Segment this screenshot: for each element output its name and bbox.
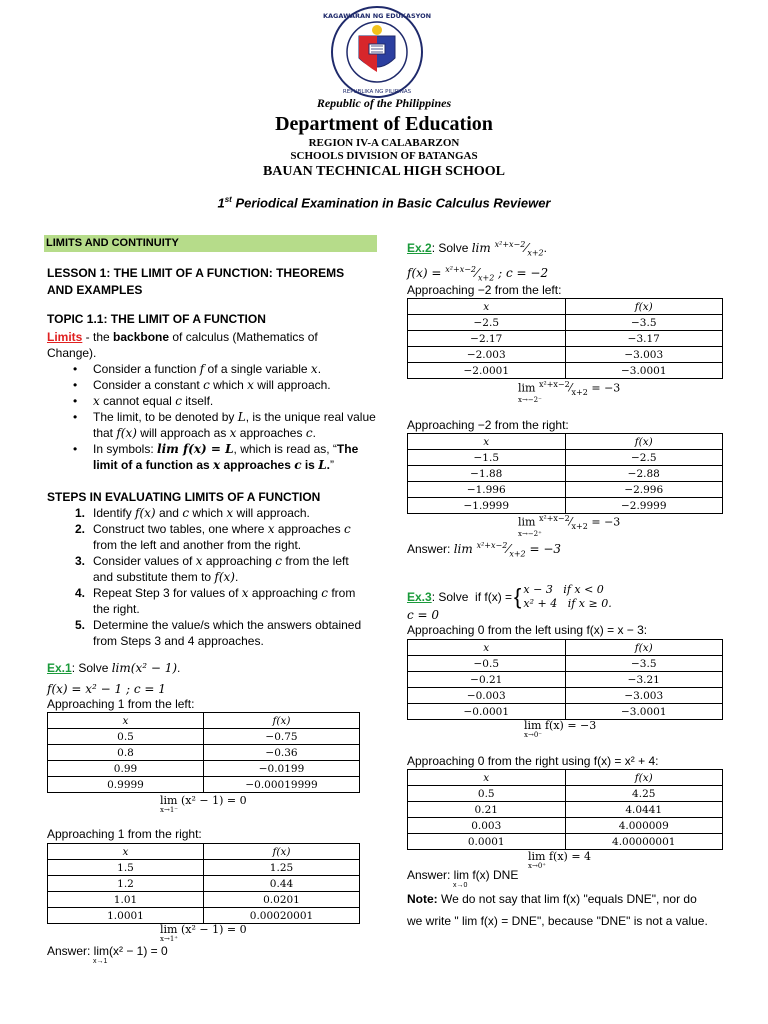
table-cell: 0.44 <box>204 876 360 892</box>
table-cell: −0.003 <box>408 688 566 704</box>
steps-list <box>47 505 367 649</box>
table-cell: 0.5 <box>48 729 204 745</box>
table-cell: −0.75 <box>204 729 360 745</box>
table-cell: 4.000009 <box>565 818 723 834</box>
ex1-left-result: lim (x² − 1) = 0 x→1⁻ <box>160 794 247 814</box>
bullet-item: • Consider a constant c which x will approach. <box>47 377 377 393</box>
table-cell: 0.99 <box>48 761 204 777</box>
table-cell: 4.0441 <box>565 802 723 818</box>
table-cell: −1.9999 <box>408 498 566 514</box>
ex1-right-caption: Approaching 1 from the right: <box>47 827 202 841</box>
table-row <box>48 908 360 924</box>
ex1-heading: Ex.1: Solve lim(x² − 1). <box>47 661 181 675</box>
table-row <box>408 704 723 720</box>
table-cell: 1.25 <box>204 860 360 876</box>
ex3-left-table: x f(x) −0.5 −3.5 −0.21 −3.21 −0.003 −3.003 −0.0001 −3.0001 <box>407 639 723 720</box>
table-row <box>48 761 360 777</box>
table-cell: −3.0001 <box>565 704 723 720</box>
table-row <box>48 860 360 876</box>
limits-definition: Limits - the backbone of calculus (Mathematics of Change). <box>47 330 318 360</box>
table-cell: 0.003 <box>408 818 566 834</box>
table-row <box>408 482 723 498</box>
table-cell: 0.21 <box>408 802 566 818</box>
lesson-heading: LESSON 1: THE LIMIT OF A FUNCTION: THEOREMS AND EXAMPLES <box>47 266 345 297</box>
table-cell: −0.36 <box>204 745 360 761</box>
table-row <box>408 466 723 482</box>
table-cell: 0.0201 <box>204 892 360 908</box>
ex2-left-table: x f(x) −2.5 −3.5 −2.17 −3.17 −2.003 −3.003 −2.0001 −3.0001 <box>407 298 723 379</box>
table-cell: −2.5 <box>565 450 723 466</box>
ex2-right-caption: Approaching −2 from the right: <box>407 418 569 432</box>
svg-text:KAGAWARAN NG EDUKASYON: KAGAWARAN NG EDUKASYON <box>322 12 432 20</box>
ex1-left-table: x f(x) 0.5 −0.75 0.8 −0.36 0.99 −0.0199 0.9999 −0.00019999 <box>47 712 360 793</box>
table-row <box>408 834 723 850</box>
table-cell: 0.9999 <box>48 777 204 793</box>
table-row <box>48 777 360 793</box>
table-cell: −2.17 <box>408 331 566 347</box>
page-title: 1st Periodical Examination in Basic Calculus Reviewer <box>217 195 551 211</box>
table-cell: −0.0001 <box>408 704 566 720</box>
ex2-right-result: $\lim ^{x^2+x-2}⁄_{x+2} = -3$ x→−2⁺ <box>518 514 621 538</box>
table-cell: −2.88 <box>565 466 723 482</box>
ex1-right-result: lim (x² − 1) = 0 x→1⁺ <box>160 923 247 943</box>
division-line: SCHOOLS DIVISION OF BATANGAS <box>290 150 478 162</box>
ex2-left-result: $\lim ^{x^2+x-2}⁄_{x+2} = -3$ x→−2⁻ <box>518 380 621 404</box>
table-row <box>408 656 723 672</box>
table-cell: −1.996 <box>408 482 566 498</box>
bullet-item: • In symbols: lim f(x) = L, which is read as, “The limit of a function as x approaches c is L.” <box>47 441 377 473</box>
bullet-item: • The limit, to be denoted by L, is the unique real value that f(x) will approach as x approaches c. <box>47 409 377 441</box>
ex3-c: c = 0 <box>407 608 440 622</box>
ex3-heading: Ex.3 : Solve if f(x) = { x − 3 if x < 0 x² + 4 if x ≥ 0. <box>407 583 612 610</box>
table-row <box>408 331 723 347</box>
table-row <box>408 363 723 379</box>
deped-seal <box>322 6 432 98</box>
table-cell: −2.9999 <box>565 498 723 514</box>
table-cell: −1.88 <box>408 466 566 482</box>
limits-word: Limits <box>47 330 83 344</box>
ex3-answer: Answer: lim f(x) DNE x→0 <box>407 868 519 889</box>
table-cell: −0.00019999 <box>204 777 360 793</box>
table-cell: −2.003 <box>408 347 566 363</box>
department-line: Department of Education <box>275 113 493 135</box>
table-row <box>48 745 360 761</box>
bullet-item: • x cannot equal c itself. <box>47 393 377 409</box>
table-cell: −0.21 <box>408 672 566 688</box>
table-cell: −3.003 <box>565 688 723 704</box>
table-cell: −3.0001 <box>565 363 723 379</box>
table-row <box>408 450 723 466</box>
table-row <box>408 818 723 834</box>
ex3-left-caption: Approaching 0 from the left using f(x) = x − 3: <box>407 623 648 637</box>
table-cell: −3.5 <box>565 315 723 331</box>
table-cell: 0.8 <box>48 745 204 761</box>
step-item: 4. Repeat Step 3 for values of x approaching c from the right. <box>75 586 356 616</box>
table-cell: 1.01 <box>48 892 204 908</box>
step-item: 2. Construct two tables, one where x approaches c from the left and another from the right. <box>75 522 351 552</box>
table-cell: −3.003 <box>565 347 723 363</box>
ex1-setup: f(x) = x² − 1 ; c = 1 <box>47 682 166 696</box>
steps-heading: STEPS IN EVALUATING LIMITS OF A FUNCTION <box>47 490 321 504</box>
ex2-setup: $f(x) = ^{x^2+x-2}⁄_{x+2}$ ; c = −2 <box>407 265 549 283</box>
table-cell: −0.5 <box>408 656 566 672</box>
step-item: 1. Identify f(x) and c which x will approach. <box>75 506 310 520</box>
limits-bullets <box>47 361 377 473</box>
ex1-left-caption: Approaching 1 from the left: <box>47 697 195 711</box>
table-cell: 4.00000001 <box>565 834 723 850</box>
table-row <box>408 672 723 688</box>
ex3-right-table: x f(x) 0.5 4.25 0.21 4.0441 0.003 4.000009 0.0001 4.00000001 <box>407 769 723 850</box>
table-cell: −1.5 <box>408 450 566 466</box>
table-cell: 0.0001 <box>408 834 566 850</box>
table-cell: 1.0001 <box>48 908 204 924</box>
table-row <box>408 688 723 704</box>
bullet-item: • Consider a function f of a single variable x. <box>47 361 377 377</box>
table-row <box>408 347 723 363</box>
ex3-right-caption: Approaching 0 from the right using f(x) = x² + 4: <box>407 754 659 768</box>
table-cell: −2.0001 <box>408 363 566 379</box>
table-cell: 4.25 <box>565 786 723 802</box>
note-text: Note: We do not say that lim f(x) "equals DNE", nor do we write " lim f(x) = DNE", because "DNE" is not a value. <box>407 892 708 928</box>
table-row <box>408 315 723 331</box>
topic-heading: TOPIC 1.1: THE LIMIT OF A FUNCTION <box>47 312 266 326</box>
section-heading: LIMITS AND CONTINUITY <box>44 235 377 252</box>
table-row <box>48 729 360 745</box>
table-row <box>48 876 360 892</box>
ex2-answer: Answer: $\lim ^{x^2+x-2}⁄_{x+2} = -3$ <box>407 541 562 559</box>
region-line: REGION IV-A CALABARZON <box>308 137 460 149</box>
ex3-left-result: lim f(x) = −3 x→0⁻ <box>524 719 597 739</box>
table-cell: −3.17 <box>565 331 723 347</box>
step-item: 3. Consider values of x approaching c from the left and substitute them to f(x). <box>75 554 349 584</box>
ex3-right-result: lim f(x) = 4 x→0⁺ <box>528 850 592 870</box>
table-row <box>408 498 723 514</box>
republic-line: Republic of the Philippines <box>316 96 452 110</box>
svg-text:REPUBLIKA NG PILIPINAS: REPUBLIKA NG PILIPINAS <box>342 89 412 95</box>
ex1-answer: Answer: lim(x² − 1) = 0 x→1 <box>47 944 168 965</box>
school-name: BAUAN TECHNICAL HIGH SCHOOL <box>262 164 506 179</box>
ex2-right-table: x f(x) −1.5 −2.5 −1.88 −2.88 −1.996 −2.996 −1.9999 −2.9999 <box>407 433 723 514</box>
ex1-right-table: x f(x) 1.5 1.25 1.2 0.44 1.01 0.0201 1.0001 0.00020001 <box>47 843 360 924</box>
ex2-left-caption: Approaching −2 from the left: <box>407 283 562 297</box>
table-cell: 1.5 <box>48 860 204 876</box>
table-cell: 1.2 <box>48 876 204 892</box>
table-cell: −2.996 <box>565 482 723 498</box>
table-row <box>48 892 360 908</box>
table-cell: −3.21 <box>565 672 723 688</box>
ex2-heading: Ex.2: Solve $\lim ^{x^2+x-2}⁄_{x+2}$. <box>407 240 547 258</box>
table-row <box>408 786 723 802</box>
step-item: 5. Determine the value/s which the answers obtained from Steps 3 and 4 approaches. <box>75 618 362 648</box>
table-cell: −3.5 <box>565 656 723 672</box>
table-row <box>408 802 723 818</box>
table-cell: −0.0199 <box>204 761 360 777</box>
table-cell: 0.00020001 <box>204 908 360 924</box>
table-cell: −2.5 <box>408 315 566 331</box>
table-cell: 0.5 <box>408 786 566 802</box>
